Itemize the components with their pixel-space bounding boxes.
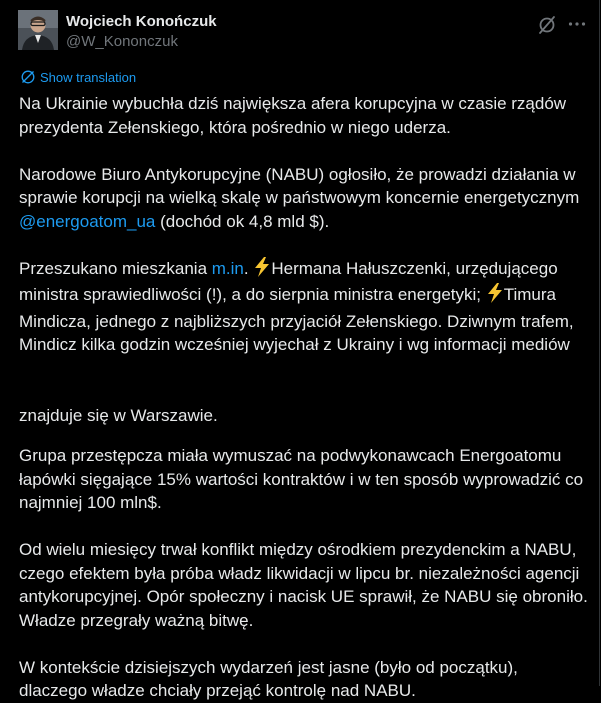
mention-energoatom[interactable]: @energoatom_ua (19, 211, 156, 231)
author-handle[interactable]: @W_Kononczuk (66, 33, 178, 50)
paragraph-3-text-d: Timura Mindicza, jednego z najbliższych przyjaciół Zełenskiego. Dziwnym trafem, Mindicz kilka godzin wcześniej wyjechał z Ukrainy i wg informacji mediów (19, 285, 574, 354)
grok-icon[interactable] (536, 14, 558, 36)
translate-icon (21, 70, 35, 84)
paragraph-1: Na Ukrainie wybuchła dziś największa afera korupcyjna w czasie rządów prezydenta Zełenskiego, która pośrednio w niego uderza. (19, 94, 567, 137)
show-translation-label: Show translation (40, 69, 137, 85)
paragraph-4: Grupa przestępcza miała wymuszać na podwykonawcach Energoatomu łapówki sięgające 15% wartości kontraktów i w ten sposób wyprowadzić co najmniej 100 mln$. (19, 446, 584, 512)
paragraph-2-text-b: (dochód ok 4,8 mld $). (155, 211, 330, 231)
author-names (66, 12, 217, 52)
paragraph-3-text-c: Hermana Hałuszczenki, urzędującego ministra sprawiedliwości (!), a do sierpnia ministra energetyki; (19, 258, 558, 304)
high-voltage-icon (486, 283, 504, 310)
paragraph-6: W kontekście dzisiejszych wydarzeń jest jasne (było od początku), dlaczego władze chciały przejąć kontrolę nad NABU. (19, 657, 518, 700)
post-header (18, 10, 588, 54)
high-voltage-icon (253, 257, 271, 284)
paragraph-3 (19, 257, 589, 381)
link-m-in[interactable]: m.in (211, 258, 244, 278)
paragraph-3-text-b: . (243, 258, 254, 278)
show-translation-link[interactable] (21, 68, 136, 86)
paragraph-3-text-e: znajduje się w Warszawie. (19, 405, 218, 425)
paragraph-5: Od wielu miesięcy trwał konflikt między ośrodkiem prezydenckim a NABU, czego efektem była próba władz likwidacji w lipcu br. niezależności agencji antykorupcyjnej. Opór społeczny i nacisk UE sprawił, że NABU się obroniło. Władze przegrały ważną bitwę. (19, 540, 588, 630)
paragraph-2-text-a: Narodowe Biuro Antykorupcyjne (NABU) ogłosiło, że prowadzi działania w sprawie korupcji na wielką skalę w państwowym koncernie energetycznym (19, 164, 580, 207)
paragraph-2 (19, 163, 589, 234)
avatar-image (18, 10, 58, 50)
paragraph-3-text-a: Przeszukano mieszkania (19, 258, 212, 278)
ukraine-flag-icon (19, 360, 41, 376)
avatar[interactable] (18, 10, 58, 50)
post-text (19, 92, 589, 703)
author-display-name[interactable]: Wojciech Konończuk (66, 13, 217, 30)
more-horizontal-icon[interactable] (566, 13, 588, 35)
